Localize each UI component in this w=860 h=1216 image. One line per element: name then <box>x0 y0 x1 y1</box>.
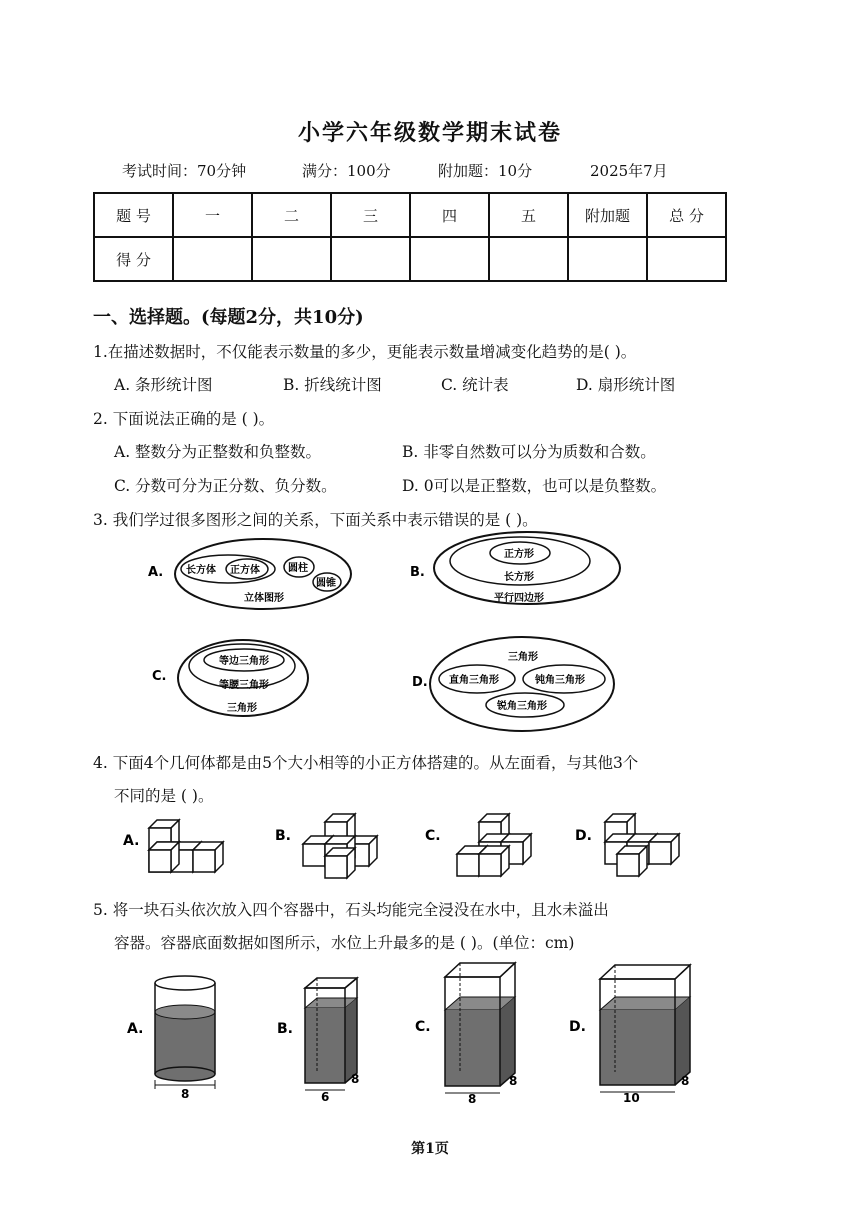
q4-label-b: B. <box>275 828 291 844</box>
q1-option-a[interactable]: A. 条形统计图 <box>114 376 213 394</box>
q3a-text-solid: 立体图形 <box>244 593 284 604</box>
q2-option-b[interactable]: B. 非零自然数可以分为质数和合数。 <box>402 443 656 461</box>
q3d-text-triangle: 三角形 <box>508 652 538 663</box>
question-4-line1: 4. 下面4个几何体都是由5个大小相等的小正方体搭建的。从左面看，与其他3个 <box>93 754 639 772</box>
q5-container-figures <box>115 955 715 1105</box>
q4-label-a: A. <box>123 833 140 849</box>
q4-option-b-figure[interactable] <box>303 814 377 878</box>
q5-option-a-cylinder[interactable] <box>155 976 215 1101</box>
q3-label-b: B. <box>410 565 425 580</box>
q5b-width: 6 <box>321 1090 330 1104</box>
q3d-text-right: 直角三角形 <box>449 675 499 686</box>
q3c-text-equilateral: 等边三角形 <box>219 656 269 667</box>
score-cell-total: 总 分 <box>647 193 726 237</box>
q5-option-d-prism[interactable] <box>600 965 690 1105</box>
q1-option-d[interactable]: D. 扇形统计图 <box>576 376 676 394</box>
score-input-q4[interactable] <box>410 237 489 281</box>
question-1: 1.在描述数据时，不仅能表示数量的多少，更能表示数量增减变化趋势的是( )。 <box>93 343 637 361</box>
question-5-line2: 容器。容器底面数据如图所示，水位上升最多的是 ( )。(单位：cm) <box>114 934 575 952</box>
q5-label-d: D. <box>569 1019 586 1035</box>
score-input-q3[interactable] <box>331 237 410 281</box>
score-cell-q1: 一 <box>173 193 252 237</box>
q5a-diameter: 8 <box>181 1087 190 1101</box>
question-4-line2: 不同的是 ( )。 <box>114 787 214 805</box>
q5a-water-surface <box>155 1005 215 1019</box>
q4-label-c: C. <box>425 828 441 844</box>
q2-option-a[interactable]: A. 整数分为正整数和负整数。 <box>114 443 322 461</box>
page-title: 小学六年级数学期末试卷 <box>297 120 562 146</box>
q3-option-c-figure[interactable] <box>152 640 308 716</box>
q5-label-b: B. <box>277 1021 293 1037</box>
q3-option-a-figure[interactable] <box>148 539 351 609</box>
q3d-text-acute: 锐角三角形 <box>497 701 547 712</box>
exam-bonus: 附加题：10分 <box>438 162 533 180</box>
q3-option-d-figure[interactable] <box>412 637 614 731</box>
exam-full-score: 满分：100分 <box>302 162 391 180</box>
score-input-total[interactable] <box>647 237 726 281</box>
q3a-text-cone: 圆锥 <box>316 578 336 589</box>
score-row-label: 得 分 <box>94 237 173 281</box>
q5a-base <box>155 1067 215 1081</box>
q3a-text-cylinder: 圆柱 <box>288 563 308 574</box>
score-cell-q3: 三 <box>331 193 410 237</box>
score-cell-q2: 二 <box>252 193 331 237</box>
q3b-text-square: 正方形 <box>504 549 534 560</box>
q5-option-c-prism[interactable] <box>445 963 517 1105</box>
q5b-depth: 8 <box>351 1072 360 1086</box>
q1-option-c[interactable]: C. 统计表 <box>441 376 509 394</box>
q4-label-d: D. <box>575 828 592 844</box>
q5-label-c: C. <box>415 1019 431 1035</box>
q2-option-d[interactable]: D. 0可以是正整数，也可以是负整数。 <box>402 477 667 495</box>
score-table <box>93 192 727 282</box>
question-5-line1: 5. 将一块石头依次放入四个容器中，石头均能完全浸没在水中，且水未溢出 <box>93 901 609 919</box>
score-cell-q4: 四 <box>410 193 489 237</box>
q4-option-d-figure[interactable] <box>605 814 679 876</box>
score-table-header-row <box>94 193 726 237</box>
q3c-text-isosceles: 等腰三角形 <box>219 680 269 691</box>
q5d-depth: 8 <box>681 1074 690 1088</box>
q5c-width: 8 <box>468 1092 477 1105</box>
q4-option-a-figure[interactable] <box>149 820 223 872</box>
q3b-text-parallelogram: 平行四边形 <box>494 593 544 604</box>
q3-option-b-figure[interactable] <box>410 532 620 604</box>
q4-cube-figures <box>115 810 735 880</box>
q3a-text-cuboid: 长方体 <box>186 565 216 576</box>
q3a-text-cube: 正方体 <box>230 565 260 576</box>
q5a-top-rim <box>155 976 215 990</box>
q5d-width: 10 <box>623 1091 640 1105</box>
page-footer: 第1页 <box>411 1141 449 1157</box>
q1-option-b[interactable]: B. 折线统计图 <box>283 376 382 394</box>
q5a-water <box>155 1012 215 1074</box>
q3b-text-rectangle: 长方形 <box>504 572 534 583</box>
exam-date: 2025年7月 <box>590 162 668 180</box>
score-cell-q5: 五 <box>489 193 568 237</box>
q5-label-a: A. <box>127 1021 144 1037</box>
score-cell-label: 题 号 <box>94 193 173 237</box>
score-cell-bonus: 附加题 <box>568 193 647 237</box>
section-1-title: 一、选择题。(每题2分，共10分) <box>93 307 364 328</box>
q3-label-a: A. <box>148 565 164 580</box>
q2-option-c[interactable]: C. 分数可分为正分数、负分数。 <box>114 477 337 495</box>
question-2: 2. 下面说法正确的是 ( )。 <box>93 410 275 428</box>
q5c-depth: 8 <box>509 1074 518 1088</box>
q3-label-d: D. <box>412 675 428 690</box>
q4-option-c-figure[interactable] <box>457 814 531 876</box>
score-input-q1[interactable] <box>173 237 252 281</box>
q5-option-b-prism[interactable] <box>305 978 359 1104</box>
q3-venn-figures <box>140 530 740 750</box>
exam-time: 考试时间：70分钟 <box>122 162 247 180</box>
score-table-score-row <box>94 237 726 281</box>
score-input-q2[interactable] <box>252 237 331 281</box>
question-3: 3. 我们学过很多图形之间的关系，下面关系中表示错误的是 ( )。 <box>93 511 538 529</box>
q3d-text-obtuse: 钝角三角形 <box>535 675 585 686</box>
q3c-text-triangle: 三角形 <box>227 703 257 714</box>
score-input-q5[interactable] <box>489 237 568 281</box>
score-input-bonus[interactable] <box>568 237 647 281</box>
q3-label-c: C. <box>152 669 167 684</box>
